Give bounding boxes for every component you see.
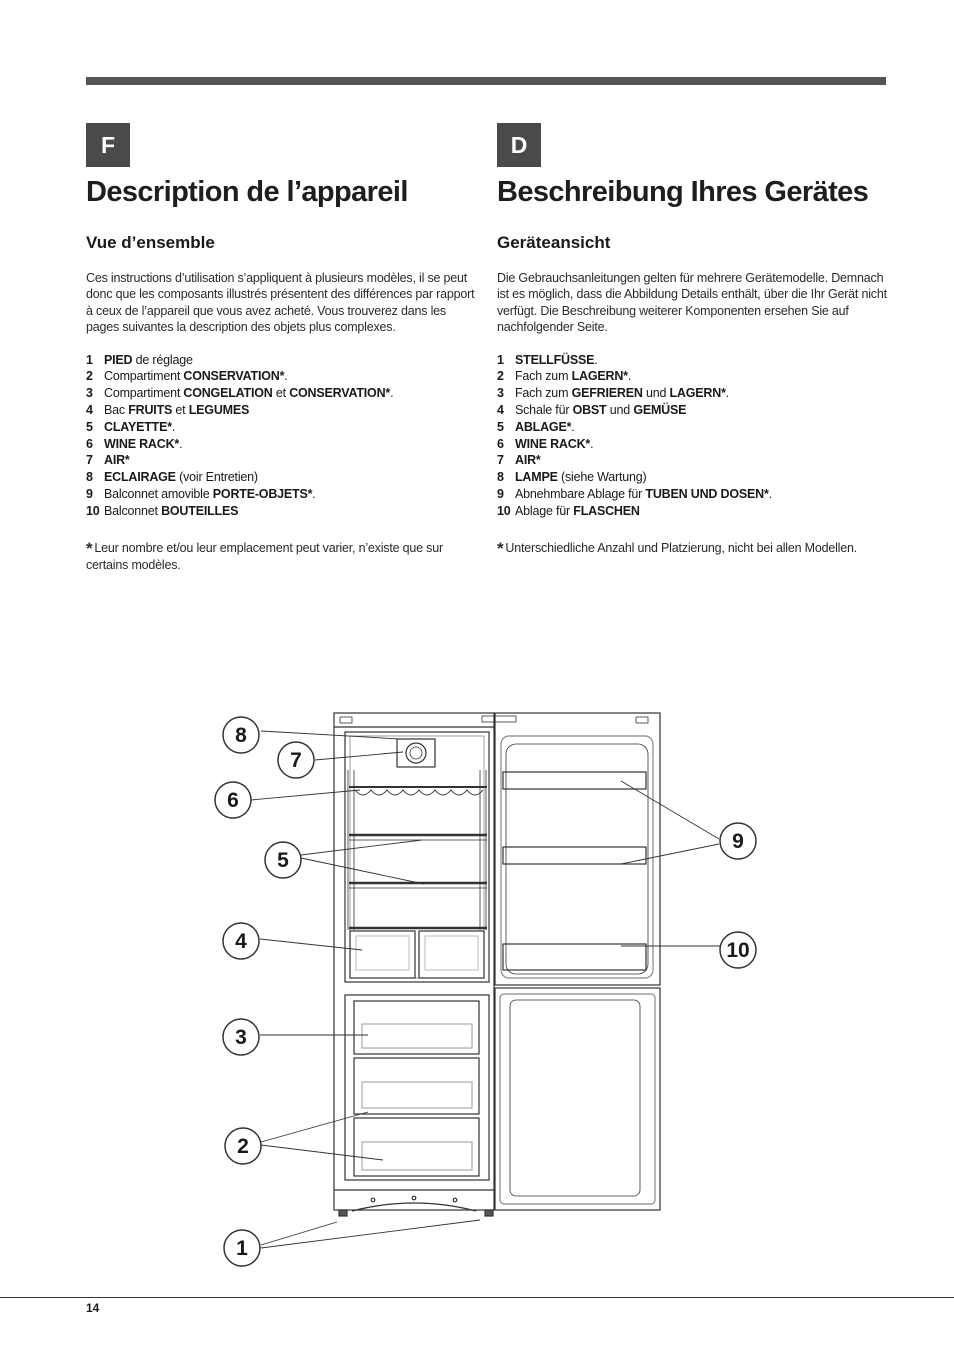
part-number: 7 — [86, 453, 93, 468]
foot-left — [339, 1210, 347, 1216]
part-number: 6 — [497, 436, 504, 451]
footnote-text-de: Unterschiedliche Anzahl und Platzierung, nicht bei allen Modellen. — [505, 540, 858, 555]
parts-list-item — [86, 402, 476, 419]
freezer-door — [495, 988, 660, 1210]
part-name: CONSERVATION* — [183, 369, 285, 384]
part-name: TUBEN UND DOSEN* — [645, 487, 769, 501]
part-number: 7 — [497, 453, 504, 468]
part-name: LAMPE — [515, 470, 558, 485]
footnote-star-fr: * — [86, 538, 93, 558]
parts-list-item — [86, 419, 476, 436]
parts-list-item — [497, 402, 887, 419]
parts-list-item — [497, 503, 887, 520]
part-name: FRUITS — [128, 403, 173, 418]
footnote-star-de: * — [497, 538, 504, 558]
part-name: CLAYETTE* — [104, 419, 172, 434]
part-text: et — [272, 386, 290, 401]
part-text: . — [627, 369, 632, 384]
footnote-text-fr: Leur nombre et/ou leur emplacement peut varier, n’existe que sur certains modèles. — [86, 540, 443, 572]
part-text: . — [571, 419, 575, 434]
part-number: 5 — [86, 419, 93, 434]
part-number: 6 — [86, 436, 93, 451]
crisper-right — [419, 931, 484, 978]
parts-list-item — [86, 436, 476, 453]
part-text: Fach zum — [515, 369, 572, 384]
part-name: STELLFÜSSE — [515, 352, 595, 367]
freezer-compartment — [345, 995, 489, 1180]
part-text: et — [172, 403, 189, 418]
part-text: . — [179, 436, 183, 451]
footnote-de — [497, 540, 887, 557]
parts-list-fr — [86, 352, 476, 520]
page-number: 14 — [86, 1301, 100, 1315]
part-number: 2 — [86, 369, 93, 384]
page-title-fr: Description de l’appareil — [86, 176, 408, 208]
callout-label-8: 8 — [235, 724, 247, 747]
part-name: GEMÜSE — [633, 403, 687, 418]
callout-label-9: 9 — [732, 830, 744, 853]
door-balcony-2 — [503, 847, 646, 864]
column-fr — [86, 170, 476, 574]
freezer-drawer-2 — [354, 1058, 479, 1114]
parts-list-item — [86, 486, 476, 503]
part-text: . — [312, 487, 316, 501]
wine-rack — [355, 790, 483, 795]
section-heading-fr: Vue d’ensemble — [86, 233, 215, 252]
fridge-diagram — [0, 690, 954, 1290]
callout-label-1: 1 — [236, 1237, 248, 1260]
part-text: Bac — [104, 403, 129, 418]
part-text: und — [606, 403, 634, 418]
callout-label-4: 4 — [235, 930, 247, 953]
part-text: Schale für — [515, 403, 573, 418]
parts-list-item — [86, 469, 476, 486]
part-name: AIR* — [104, 453, 130, 468]
freezer-drawer-3 — [354, 1118, 479, 1176]
part-number: 10 — [86, 503, 100, 518]
part-text: de réglage — [132, 352, 193, 367]
door-balcony-1 — [503, 772, 646, 789]
part-name: GEFRIEREN — [571, 386, 643, 401]
parts-list-item — [86, 368, 476, 385]
crisper-left — [350, 931, 415, 978]
part-text: Fach zum — [515, 386, 572, 401]
callout-label-5: 5 — [277, 849, 289, 872]
part-text: . — [590, 436, 594, 451]
parts-list-item — [497, 436, 887, 453]
part-text: Balconnet — [104, 503, 162, 518]
part-number: 9 — [86, 487, 93, 501]
part-name: ABLAGE* — [515, 419, 572, 434]
part-number: 3 — [86, 386, 93, 401]
part-number: 4 — [497, 403, 504, 418]
part-name: CONGELATION — [183, 386, 273, 401]
parts-list-item — [497, 368, 887, 385]
column-de — [497, 170, 887, 557]
part-text: . — [594, 352, 598, 367]
callout-label-10: 10 — [726, 939, 750, 962]
part-name: BOUTEILLES — [161, 503, 239, 518]
part-text: Ablage für — [515, 503, 574, 518]
parts-list-item — [497, 486, 887, 503]
part-number: 8 — [497, 470, 504, 485]
part-number: 8 — [86, 470, 93, 485]
part-name: WINE RACK* — [104, 436, 180, 451]
part-text: Balconnet amovible — [104, 487, 213, 501]
language-badge-de: D — [497, 123, 541, 167]
part-text: . — [725, 386, 730, 401]
part-text: und — [642, 386, 670, 401]
part-name: PORTE-OBJETS* — [212, 487, 313, 501]
part-name: ECLAIRAGE — [104, 470, 176, 485]
parts-list-item — [86, 503, 476, 520]
part-number: 4 — [86, 403, 93, 418]
intro-text-fr: Ces instructions d’utilisation s’appliquent à plusieurs modèles, il se peut donc que les composants illustrés présentent des différences par rapport à ceux de l’appareil que vous avez acheté. Vous trouverez dans les pages suivantes la description des objets plus complexes. — [86, 271, 475, 335]
page-title-de: Beschreibung Ihres Gerätes — [497, 176, 869, 208]
part-number: 1 — [86, 352, 93, 367]
part-number: 10 — [497, 503, 511, 518]
part-name: PIED — [104, 352, 133, 367]
part-number: 9 — [497, 487, 504, 501]
part-name: LAGERN* — [571, 369, 628, 384]
part-text: (siehe Wartung) — [557, 470, 647, 485]
footnote-fr — [86, 540, 476, 574]
parts-list-item — [86, 452, 476, 469]
parts-list-item — [497, 419, 887, 436]
leader-lines — [251, 731, 720, 1248]
part-text: Abnehmbare Ablage für — [515, 487, 646, 501]
language-badge-fr: F — [86, 123, 130, 167]
parts-list-item — [86, 385, 476, 402]
freezer-drawer-1 — [354, 1001, 479, 1054]
parts-list-item — [497, 469, 887, 486]
door-bottle-balcony — [503, 944, 646, 970]
part-text: Compartiment — [104, 386, 184, 401]
callout-label-6: 6 — [227, 789, 239, 812]
part-text: . — [390, 386, 394, 401]
part-text: . — [171, 419, 176, 434]
callout-label-7: 7 — [290, 749, 302, 772]
foot-right — [485, 1210, 493, 1216]
parts-list-item — [86, 352, 476, 369]
callout-label-3: 3 — [235, 1026, 247, 1049]
part-number: 3 — [497, 386, 504, 401]
part-name: AIR* — [515, 453, 541, 468]
part-name: LEGUMES — [188, 403, 250, 418]
parts-list-item — [497, 452, 887, 469]
header-rule — [86, 77, 886, 85]
part-text: . — [768, 487, 772, 501]
part-text: . — [284, 369, 288, 384]
part-text: (voir Entretien) — [175, 470, 258, 485]
part-name: LAGERN* — [669, 386, 726, 401]
section-heading-de: Geräteansicht — [497, 233, 611, 252]
part-text: Compartiment — [104, 369, 184, 384]
parts-list-de — [497, 352, 887, 520]
part-name: OBST — [572, 403, 607, 418]
intro-text-de: Die Gebrauchsanleitungen gelten für mehrere Gerätemodelle. Demnach ist es möglich, dass die Abbildung Details enthält, über die Ihr Gerät nicht verfügt. Die Beschreibung weiterer Komponenten ersehen Sie auf nachfolgender Seite. — [497, 271, 887, 335]
footer-rule — [0, 1297, 954, 1298]
parts-list-item — [497, 352, 887, 369]
fridge-compartment — [345, 732, 489, 982]
part-name: FLASCHEN — [573, 503, 640, 518]
part-name: CONSERVATION* — [289, 386, 391, 401]
part-name: WINE RACK* — [515, 436, 591, 451]
parts-list-item — [497, 385, 887, 402]
part-number: 2 — [497, 369, 504, 384]
part-number: 1 — [497, 352, 504, 367]
callout-label-2: 2 — [237, 1135, 249, 1158]
part-number: 5 — [497, 419, 504, 434]
